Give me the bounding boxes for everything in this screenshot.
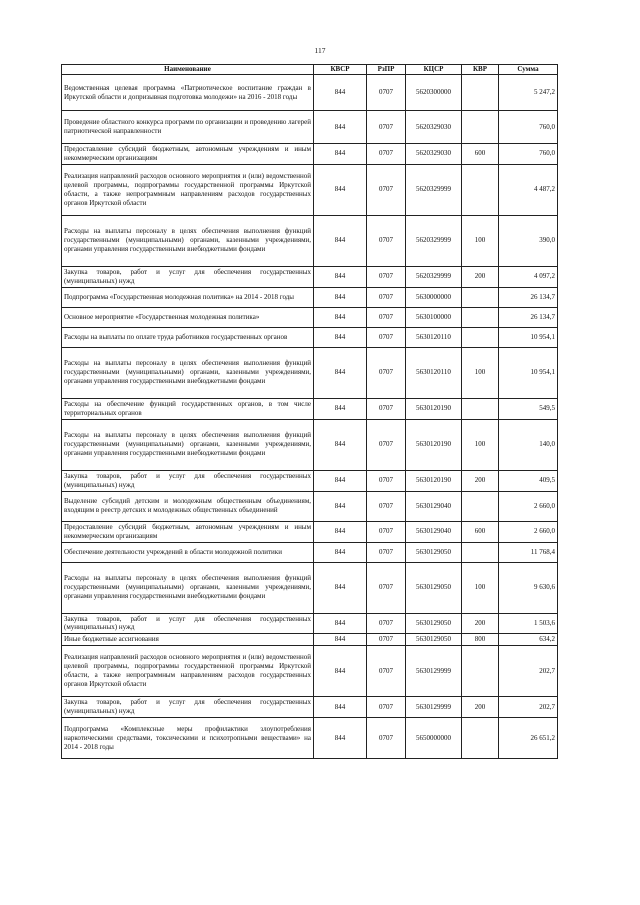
cell-kvsr: 844 — [314, 419, 367, 470]
cell-rzpr: 0707 — [367, 613, 406, 634]
cell-sum: 634,2 — [499, 634, 558, 646]
cell-kcsr: 5630129050 — [406, 542, 462, 562]
cell-kcsr: 5630100000 — [406, 307, 462, 327]
cell-kvr — [462, 327, 499, 347]
cell-kvsr: 844 — [314, 398, 367, 419]
cell-kcsr: 5630129040 — [406, 521, 462, 542]
cell-kvsr: 844 — [314, 470, 367, 491]
header-kcsr: КЦСР — [406, 65, 462, 75]
cell-name: Предоставление субсидий бюджетным, автономным учреждениям и иным некоммерческим организациям — [62, 144, 314, 165]
cell-kcsr: 5650000000 — [406, 718, 462, 759]
cell-rzpr: 0707 — [367, 307, 406, 327]
cell-sum: 26 134,7 — [499, 287, 558, 307]
cell-sum: 760,0 — [499, 144, 558, 165]
page-number: 117 — [314, 46, 326, 55]
table-row — [62, 327, 558, 347]
table-row — [62, 491, 558, 521]
table-row — [62, 562, 558, 613]
cell-rzpr: 0707 — [367, 470, 406, 491]
cell-name: Расходы на выплаты персоналу в целях обеспечения выполнения функций государственными (муниципальными) органами, казенными учреждениями, органами управления государственными внебюджетными фондами — [62, 562, 314, 613]
cell-name: Закупка товаров, работ и услуг для обеспечения государственных (муниципальных) нужд — [62, 613, 314, 634]
cell-kcsr: 5620329030 — [406, 144, 462, 165]
cell-sum: 26 134,7 — [499, 307, 558, 327]
cell-sum: 9 630,6 — [499, 562, 558, 613]
cell-kcsr: 5630129999 — [406, 646, 462, 697]
cell-kvr: 200 — [462, 266, 499, 287]
table-row — [62, 266, 558, 287]
cell-kvr: 600 — [462, 521, 499, 542]
cell-kvr — [462, 398, 499, 419]
cell-kvr — [462, 542, 499, 562]
cell-rzpr: 0707 — [367, 398, 406, 419]
cell-kvsr: 844 — [314, 111, 367, 144]
table-row — [62, 718, 558, 759]
cell-rzpr: 0707 — [367, 327, 406, 347]
table-header-row — [62, 65, 558, 75]
cell-kvsr: 844 — [314, 347, 367, 398]
header-kvr: КВР — [462, 65, 499, 75]
cell-kvr — [462, 111, 499, 144]
cell-kcsr: 5620329999 — [406, 164, 462, 215]
cell-name: Обеспечение деятельности учреждений в области молодежной политики — [62, 542, 314, 562]
cell-kcsr: 5620300000 — [406, 75, 462, 111]
cell-kvsr: 844 — [314, 646, 367, 697]
cell-sum: 760,0 — [499, 111, 558, 144]
cell-name: Расходы на обеспечение функций государственных органов, в том числе территориальных органов — [62, 398, 314, 419]
table-row — [62, 542, 558, 562]
cell-rzpr: 0707 — [367, 419, 406, 470]
cell-name: Выделение субсидий детским и молодежным общественным объединениям, входящим в реестр детских и молодежных общественных объединений — [62, 491, 314, 521]
table-row — [62, 613, 558, 634]
cell-rzpr: 0707 — [367, 215, 406, 266]
table-row — [62, 521, 558, 542]
cell-name: Подпрограмма «Государственная молодежная политика» на 2014 - 2018 годы — [62, 287, 314, 307]
cell-sum: 549,5 — [499, 398, 558, 419]
cell-sum: 5 247,2 — [499, 75, 558, 111]
cell-kvsr: 844 — [314, 521, 367, 542]
cell-name: Проведение областного конкурса программ по организации и проведению лагерей патриотической направленности — [62, 111, 314, 144]
cell-rzpr: 0707 — [367, 144, 406, 165]
cell-kvsr: 844 — [314, 266, 367, 287]
table-row — [62, 419, 558, 470]
cell-name: Закупка товаров, работ и услуг для обеспечения государственных (муниципальных) нужд — [62, 697, 314, 718]
cell-kvsr: 844 — [314, 215, 367, 266]
cell-kcsr: 5630120110 — [406, 347, 462, 398]
cell-sum: 202,7 — [499, 646, 558, 697]
cell-name: Ведомственная целевая программа «Патриотическое воспитание граждан в Иркутской области и допризывная подготовка молодежи» на 2016 - 2018 годы — [62, 75, 314, 111]
cell-sum: 2 660,0 — [499, 491, 558, 521]
cell-sum: 1 503,6 — [499, 613, 558, 634]
cell-name: Расходы на выплаты по оплате труда работников государственных органов — [62, 327, 314, 347]
cell-rzpr: 0707 — [367, 491, 406, 521]
cell-kvsr: 844 — [314, 491, 367, 521]
cell-name: Иные бюджетные ассигнования — [62, 634, 314, 646]
cell-kvsr: 844 — [314, 287, 367, 307]
cell-kcsr: 5630129040 — [406, 491, 462, 521]
cell-rzpr: 0707 — [367, 164, 406, 215]
cell-kcsr: 5630000000 — [406, 287, 462, 307]
cell-kvr — [462, 287, 499, 307]
cell-kvsr: 844 — [314, 697, 367, 718]
cell-kcsr: 5630120190 — [406, 398, 462, 419]
cell-sum: 2 660,0 — [499, 521, 558, 542]
cell-kvr: 800 — [462, 634, 499, 646]
cell-kvsr: 844 — [314, 542, 367, 562]
cell-sum: 11 768,4 — [499, 542, 558, 562]
cell-name: Предоставление субсидий бюджетным, автономным учреждениям и иным некоммерческим организациям — [62, 521, 314, 542]
cell-kcsr: 5630129050 — [406, 613, 462, 634]
cell-kvsr: 844 — [314, 718, 367, 759]
cell-name: Расходы на выплаты персоналу в целях обеспечения выполнения функций государственными (муниципальными) органами, казенными учреждениями, органами управления государственными внебюджетными фондами — [62, 215, 314, 266]
cell-kvr: 200 — [462, 697, 499, 718]
header-sum: Сумма — [499, 65, 558, 75]
cell-rzpr: 0707 — [367, 75, 406, 111]
header-rzpr: РзПР — [367, 65, 406, 75]
cell-name: Закупка товаров, работ и услуг для обеспечения государственных (муниципальных) нужд — [62, 470, 314, 491]
cell-sum: 4 097,2 — [499, 266, 558, 287]
cell-kvr — [462, 164, 499, 215]
cell-kvsr: 844 — [314, 75, 367, 111]
table-row — [62, 470, 558, 491]
cell-kvr: 100 — [462, 347, 499, 398]
cell-rzpr: 0707 — [367, 634, 406, 646]
cell-rzpr: 0707 — [367, 718, 406, 759]
cell-sum: 4 487,2 — [499, 164, 558, 215]
cell-sum: 409,5 — [499, 470, 558, 491]
cell-rzpr: 0707 — [367, 347, 406, 398]
table-row — [62, 75, 558, 111]
cell-kcsr: 5630120190 — [406, 419, 462, 470]
cell-kcsr: 5630129050 — [406, 562, 462, 613]
cell-name: Расходы на выплаты персоналу в целях обеспечения выполнения функций государственными (муниципальными) органами, казенными учреждениями, органами управления государственными внебюджетными фондами — [62, 419, 314, 470]
cell-rzpr: 0707 — [367, 542, 406, 562]
cell-kvr: 100 — [462, 562, 499, 613]
table-row — [62, 697, 558, 718]
cell-rzpr: 0707 — [367, 521, 406, 542]
cell-rzpr: 0707 — [367, 697, 406, 718]
cell-sum: 140,0 — [499, 419, 558, 470]
table-row — [62, 215, 558, 266]
cell-kcsr: 5630129050 — [406, 634, 462, 646]
table-row — [62, 287, 558, 307]
cell-kvr — [462, 75, 499, 111]
cell-kvr — [462, 646, 499, 697]
cell-kvr: 200 — [462, 470, 499, 491]
cell-kvr: 200 — [462, 613, 499, 634]
cell-kvsr: 844 — [314, 307, 367, 327]
table-body — [62, 75, 558, 759]
cell-kvr — [462, 718, 499, 759]
table-row — [62, 144, 558, 165]
table-row — [62, 111, 558, 144]
cell-kcsr: 5620329999 — [406, 266, 462, 287]
cell-sum: 202,7 — [499, 697, 558, 718]
cell-kvsr: 844 — [314, 164, 367, 215]
cell-sum: 390,0 — [499, 215, 558, 266]
cell-name: Расходы на выплаты персоналу в целях обеспечения выполнения функций государственными (муниципальными) органами, казенными учреждениями, органами управления государственными внебюджетными фондами — [62, 347, 314, 398]
header-name: Наименование — [62, 65, 314, 75]
cell-kvr: 100 — [462, 215, 499, 266]
table-row — [62, 347, 558, 398]
cell-kvsr: 844 — [314, 144, 367, 165]
cell-rzpr: 0707 — [367, 287, 406, 307]
cell-kcsr: 5630129999 — [406, 697, 462, 718]
cell-kcsr: 5630120190 — [406, 470, 462, 491]
cell-name: Основное мероприятие «Государственная молодежная политика» — [62, 307, 314, 327]
cell-name: Закупка товаров, работ и услуг для обеспечения государственных (муниципальных) нужд — [62, 266, 314, 287]
cell-name: Подпрограмма «Комплексные меры профилактики злоупотребления наркотическими средствами, токсическими и психотропными веществами» на 2014 - 2018 годы — [62, 718, 314, 759]
table-row — [62, 634, 558, 646]
table-row — [62, 398, 558, 419]
table-row — [62, 646, 558, 697]
cell-rzpr: 0707 — [367, 111, 406, 144]
cell-kvr — [462, 491, 499, 521]
cell-rzpr: 0707 — [367, 266, 406, 287]
cell-kvr: 100 — [462, 419, 499, 470]
cell-kcsr: 5630120110 — [406, 327, 462, 347]
table-row — [62, 164, 558, 215]
cell-kvsr: 844 — [314, 634, 367, 646]
budget-table — [61, 64, 558, 759]
cell-name: Реализация направлений расходов основного мероприятия и (или) ведомственной целевой программы, подпрограммы государственной программы Иркутской области, а также непрограммным направлениям расходов государственных органов Иркутской области — [62, 164, 314, 215]
header-kvsr: КВСР — [314, 65, 367, 75]
cell-rzpr: 0707 — [367, 562, 406, 613]
cell-kvsr: 844 — [314, 613, 367, 634]
cell-kvr: 600 — [462, 144, 499, 165]
cell-sum: 10 954,1 — [499, 327, 558, 347]
cell-kcsr: 5620329030 — [406, 111, 462, 144]
cell-sum: 10 954,1 — [499, 347, 558, 398]
table-row — [62, 307, 558, 327]
cell-kvsr: 844 — [314, 562, 367, 613]
cell-kvsr: 844 — [314, 327, 367, 347]
cell-kvr — [462, 307, 499, 327]
cell-kcsr: 5620329999 — [406, 215, 462, 266]
cell-sum: 26 651,2 — [499, 718, 558, 759]
cell-rzpr: 0707 — [367, 646, 406, 697]
cell-name: Реализация направлений расходов основного мероприятия и (или) ведомственной целевой программы, подпрограммы государственной программы Иркутской области, а также непрограммным направлениям расходов государственных органов Иркутской области — [62, 646, 314, 697]
